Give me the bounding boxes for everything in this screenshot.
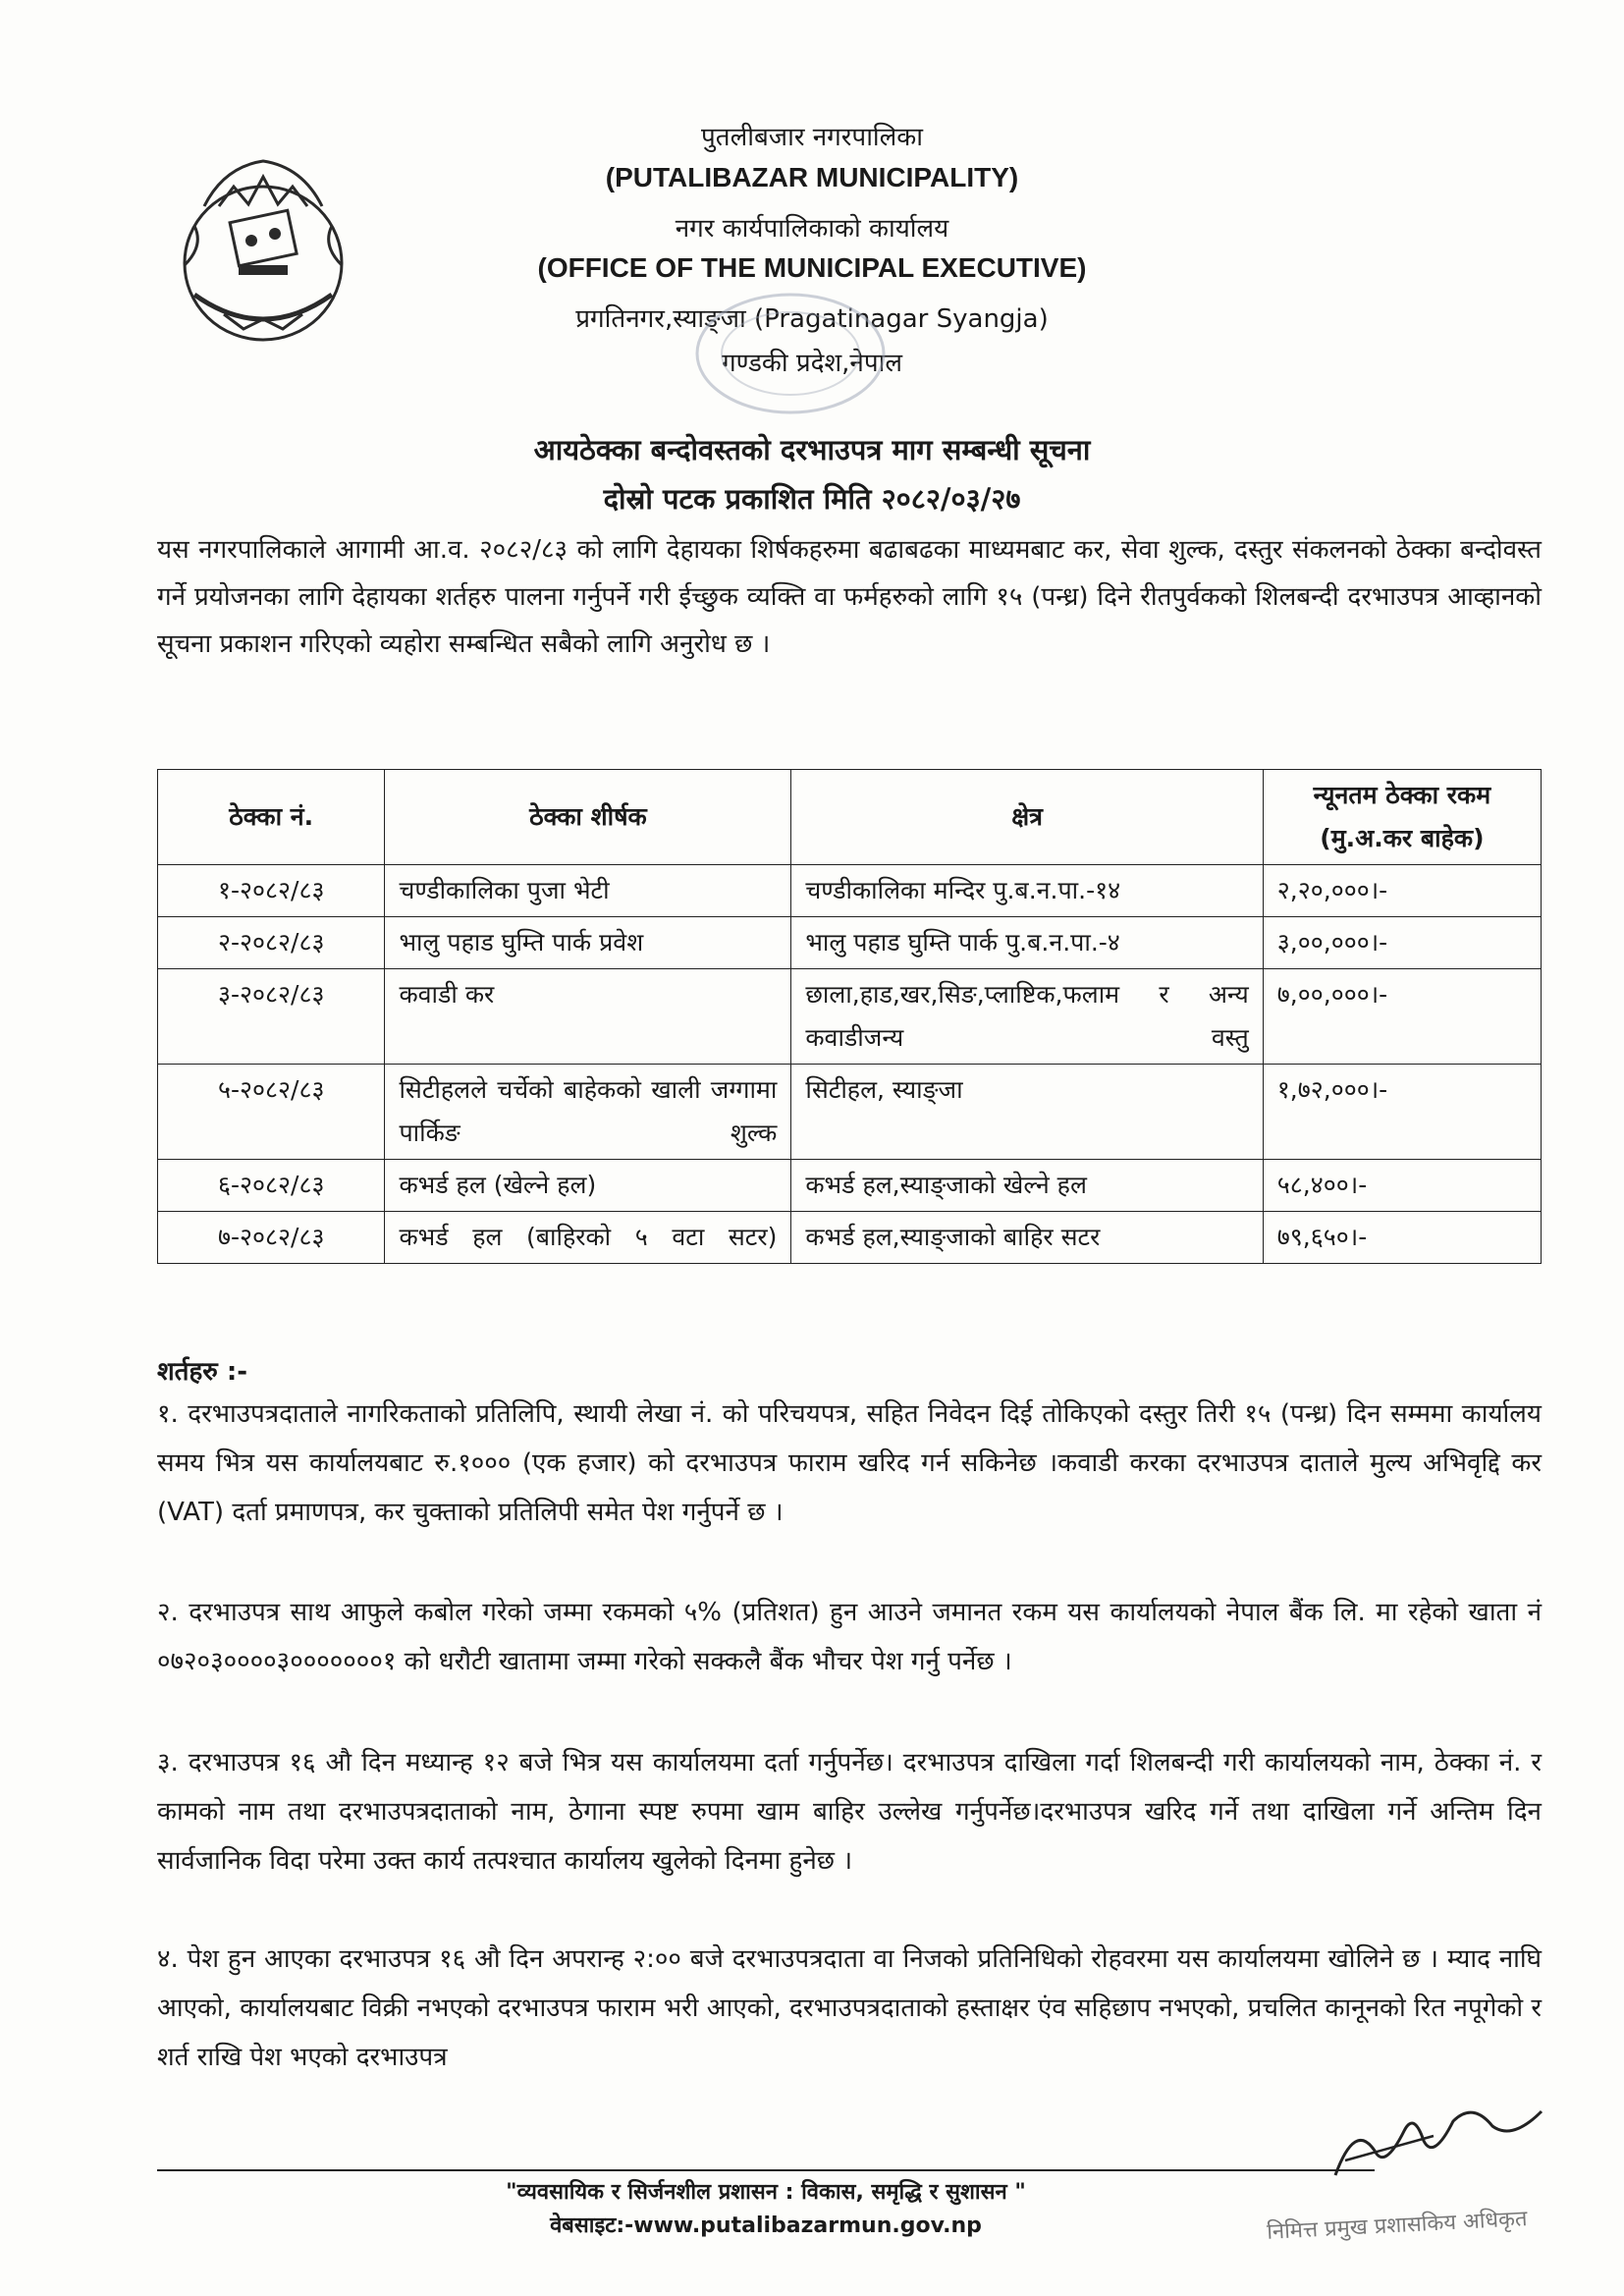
tender-table: [157, 769, 1542, 1264]
tender-area: चण्डीकालिका मन्दिर पु.ब.न.पा.-१४: [791, 865, 1263, 917]
table-row: [158, 969, 1542, 1065]
tender-title: सिटीहलले चर्चेको बाहेकको खाली जग्गामा पार्किङ शुल्क: [385, 1065, 791, 1160]
condition-4: ४. पेश हुन आएका दरभाउपत्र १६ औ दिन अपरान्ह २:०० बजे दरभाउपत्रदाता वा निजको प्रतिनिधिको रोहवरमा यस कार्यालयमा खोलिने छ । म्याद नाघि आएको, कार्यालयबाट विक्री नभएको दरभाउपत्र फाराम भरी आएको, दरभाउपत्रदाताको हस्ताक्षर एंव सहिछाप नभएको, प्रचलित कानूनको रित नपूगेको र शर्त राखि पेश भएको दरभाउपत्र: [157, 1944, 1542, 2072]
office-name-en: (OFFICE OF THE MUNICIPAL EXECUTIVE): [537, 252, 1087, 283]
tender-title: कभर्ड हल (बाहिरको ५ वटा सटर): [385, 1212, 791, 1264]
municipality-name-np: पुतलीबजार नगरपालिका: [701, 123, 923, 152]
tender-no: २-२०८२/८३: [158, 917, 385, 969]
tender-area: छाला,हाड,खर,सिङ,प्लाष्टिक,फलाम र अन्य कवाडीजन्य वस्तु: [791, 969, 1263, 1065]
tender-no: ५-२०८२/८३: [158, 1065, 385, 1160]
tender-title: कवाडी कर: [385, 969, 791, 1065]
header-tender-title: ठेक्का शीर्षक: [385, 770, 791, 865]
tender-title: भालु पहाड घुम्ति पार्क प्रवेश: [385, 917, 791, 969]
tender-title: चण्डीकालिका पुजा भेटी: [385, 865, 791, 917]
notice-title: आयठेक्का बन्दोवस्तको दरभाउपत्र माग सम्बन्धी सूचना: [533, 433, 1091, 466]
footer-website: वेबसाइट:-www.putalibazarmun.gov.np: [550, 2214, 982, 2238]
condition-3: ३. दरभाउपत्र १६ औ दिन मध्यान्ह १२ बजे भित्र यस कार्यालयमा दर्ता गर्नुपर्नेछ। दरभाउपत्र दाखिला गर्दा शिलबन्दी गरी कार्यालयको नाम, ठेक्का नं. र कामको नाम तथा दरभाउपत्रदाताको नाम, ठेगाना स्पष्ट रुपमा खाम बाहिर उल्लेख गर्नुपर्नेछ।दरभाउपत्र खरिद गर्ने तथा दाखिला गर्ने अन्तिम दिन सार्वजानिक विदा परेमा उक्त कार्य तत्पश्चात कार्यालय खुलेको दिनमा हुनेछ ।: [157, 1748, 1542, 1876]
tender-area: कभर्ड हल,स्याङ्जाको खेल्ने हल: [791, 1160, 1263, 1212]
conditions-heading: शर्तहरु :-: [157, 1357, 248, 1387]
table-row: [158, 917, 1542, 969]
table-row: [158, 865, 1542, 917]
tender-no: ६-२०८२/८३: [158, 1160, 385, 1212]
tender-amount: ५८,४००।-: [1263, 1160, 1541, 1212]
condition-2: २. दरभाउपत्र साथ आफुले कबोल गरेको जम्मा रकमको ५% (प्रतिशत) हुन आउने जमानत रकम यस कार्यालयको नेपाल बैंक लि. मा रहेको खाता नं ०७२०३००००३०००००००१ को धरौटी खातामा जम्मा गरेको सक्कलै बैंक भौचर पेश गर्नु पर्नेछ ।: [157, 1598, 1542, 1676]
office-name-np: नगर कार्यपालिकाको कार्यालय: [675, 214, 949, 244]
tender-no: ३-२०८२/८३: [158, 969, 385, 1065]
office-address: प्रगतिनगर,स्याङ्जा (Pragatinagar Syangja): [575, 304, 1049, 334]
signatory-title: निमित्त प्रमुख प्रशासकिय अधिकृत: [1266, 2207, 1529, 2245]
table-row: [158, 1160, 1542, 1212]
tender-area: सिटीहल, स्याङ्जा: [791, 1065, 1263, 1160]
footer-slogan: "व्यवसायिक र सिर्जनशील प्रशासन : विकास, समृद्धि र सुशासन ": [506, 2180, 1026, 2205]
tender-amount: २,२०,०००।-: [1263, 865, 1541, 917]
table-row: [158, 1212, 1542, 1264]
tender-area: कभर्ड हल,स्याङ्जाको बाहिर सटर: [791, 1212, 1263, 1264]
footer-divider: [157, 2169, 1375, 2171]
municipality-name-en: (PUTALIBAZAR MUNICIPALITY): [605, 162, 1019, 192]
signature-icon: [1316, 2082, 1571, 2190]
header-tender-no: ठेक्का नं.: [158, 770, 385, 865]
province-line: गण्डकी प्रदेश,नेपाल: [722, 349, 902, 378]
office-stamp-icon: [687, 285, 893, 422]
tender-no: १-२०८२/८३: [158, 865, 385, 917]
tender-amount: ७,००,०००।-: [1263, 969, 1541, 1065]
table-row: [158, 1065, 1542, 1160]
header-area: क्षेत्र: [791, 770, 1263, 865]
tender-amount: ३,००,०००।-: [1263, 917, 1541, 969]
tender-no: ७-२०८२/८३: [158, 1212, 385, 1264]
header-min-amount: न्यूनतम ठेक्का रकम (मु.अ.कर बाहेक): [1263, 770, 1541, 865]
tender-title: कभर्ड हल (खेल्ने हल): [385, 1160, 791, 1212]
table-header-row: [158, 770, 1542, 865]
tender-area: भालु पहाड घुम्ति पार्क पु.ब.न.पा.-४: [791, 917, 1263, 969]
tender-amount: ७९,६५०।-: [1263, 1212, 1541, 1264]
condition-1: १. दरभाउपत्रदाताले नागरिकताको प्रतिलिपि, स्थायी लेखा नं. को परिचयपत्र, सहित निवेदन दिई तोकिएको दस्तुर तिरी १५ (पन्ध्र) दिन सम्ममा कार्यालय समय भित्र यस कार्यालयबाट रु.१००० (एक हजार) को दरभाउपत्र फाराम खरिद गर्न सकिनेछ ।कवाडी करका दरभाउपत्र दाताले मुल्य अभिवृद्दि कर (VAT) दर्ता प्रमाणपत्र, कर चुक्ताको प्रतिलिपी समेत पेश गर्नुपर्ने छ ।: [157, 1399, 1542, 1527]
notice-intro: यस नगरपालिकाले आगामी आ.व. २०८२/८३ को लागि देहायका शिर्षकहरुमा बढाबढका माध्यमबाट कर, सेवा शुल्क, दस्तुर संकलनको ठेक्का बन्दोवस्त गर्ने प्रयोजनका लागि देहायका शर्तहरु पालना गर्नुपर्ने गरी ईच्छुक व्यक्ति वा फर्महरुको लागि १५ (पन्ध्र) दिने रीतपुर्वकको शिलबन्दी दरभाउपत्र आव्हानको सूचना प्रकाशन गरिएको व्यहोरा सम्बन्धित सबैको लागि अनुरोध छ ।: [157, 535, 1542, 659]
notice-subtitle: दोस्रो पटक प्रकाशित मिति २०८२/०३/२७: [603, 482, 1021, 516]
tender-amount: १,७२,०००।-: [1263, 1065, 1541, 1160]
